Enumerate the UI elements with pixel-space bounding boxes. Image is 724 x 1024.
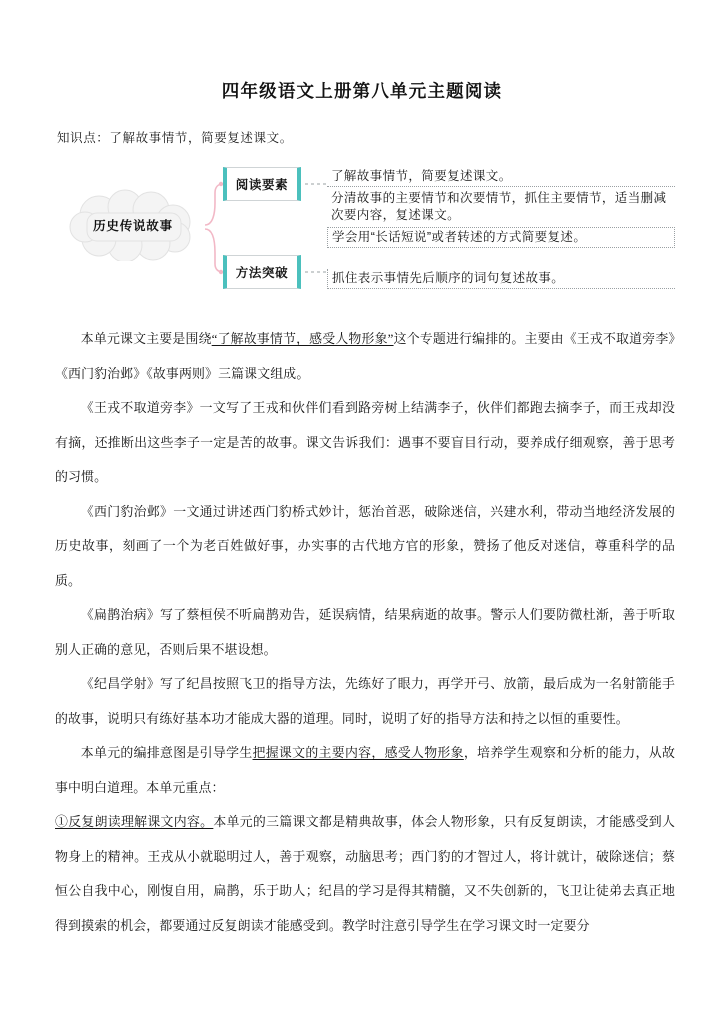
- p-ximenbao: [55, 495, 675, 599]
- mindmap-leaf-1: 了解故事情节，简要复述课文。: [327, 167, 675, 187]
- p-wangrong: [55, 391, 675, 495]
- mindmap-leaf-2: 分清故事的主要情节和次要情节，抓住主要情节，适当删减次要内容，复述课文。: [331, 191, 667, 222]
- p-bianque: [55, 598, 675, 667]
- mindmap-root-node: [63, 189, 203, 261]
- mindmap-diagram: [55, 163, 675, 303]
- mindmap-leaf-3: 学会用“长话短说”或者转述的方式简要复述。: [327, 227, 675, 248]
- page-title: 四年级语文上册第八单元主题阅读: [221, 81, 503, 101]
- paragraph-text: 本单元课文主要是围绕: [80, 332, 212, 346]
- paragraph-text: 《西门豹治邺》一文通过讲述西门豹桥式妙计，惩治首恶，破除迷信，兴建水利，带动当地经济发展的历史故事，刻画了一个为老百姓做好事，办实事的古代地方官的形象，赞扬了他反对迷信，尊重科学的品质。: [55, 504, 675, 588]
- p-intent: [55, 736, 675, 805]
- mindmap-branch-reading-elements[interactable]: [223, 167, 301, 201]
- mindmap-root-label: 历史传说故事: [93, 219, 173, 233]
- paragraph-text: ，培养学生观察和分析的能力，从故事中明白道理。本单元重点：: [55, 746, 675, 795]
- paragraph-text: 本单元的三篇课文都是精典故事，体会人物形象，只有反复朗读，才能感受到人物身上的精神。王戎从小就聪明过人，善于观察，动脑思考；西门豹的才智过人，将计就计，破除迷信；蔡恒公自我中心，刚愎自用，扁鹊，乐于助人；纪昌的学习是得其精髓，又不失创新的，飞卫让徒弟去真正地得到摸索的机会，都要通过反复朗读才能感受到。教学时注意引导学生在学习课文时一定要分: [55, 815, 675, 933]
- paragraph-text: 本单元的编排意图是引导学生: [80, 746, 253, 760]
- paragraph-text: 《王戎不取道旁李》一文写了王戎和伙伴们看到路旁树上结满李子，伙伴们都跑去摘李子，而王戎却没有摘，还推断出这些李子一定是苦的故事。课文告诉我们：遇事不要盲目行动，要养成仔细观察，善于思考的习惯。: [55, 401, 675, 484]
- paragraph-text: 这个专题进行编排的。主要由《王戎不取道旁李》《西门豹治邺》《故事两则》三篇课文组成。: [55, 332, 675, 381]
- p-jichang: [55, 667, 675, 736]
- p-unit-overview: [55, 322, 675, 391]
- knowledge-point-line: 知识点：了解故事情节，简要复述课文。: [57, 131, 293, 145]
- mindmap-leaf-4: 抓住表示事情先后顺序的词句复述故事。: [327, 269, 675, 289]
- mindmap-branch-label: 阅读要素: [235, 178, 289, 192]
- mindmap-branch-method-breakthrough[interactable]: [223, 255, 301, 289]
- paragraph-text: 《纪昌学射》写了纪昌按照飞卫的指导方法，先练好了眼力，再学开弓、放箭，最后成为一名射箭能手的故事，说明只有练好基本功才能成大器的道理。同时，说明了好的指导方法和持之以恒的重要性。: [55, 677, 675, 726]
- underlined-text: 把握课文的主要内容，感受人物形象: [252, 746, 464, 760]
- paragraph-text: 《扁鹊治病》写了蔡桓侯不听扁鹊劝告，延误病情，结果病逝的故事。警示人们要防微杜渐，善于听取别人正确的意见，否则后果不堪设想。: [55, 608, 675, 657]
- mindmap-branch-label: 方法突破: [235, 266, 289, 280]
- underlined-text: “了解故事情节，感受人物形象”: [211, 332, 394, 346]
- p-point-1: [55, 805, 675, 943]
- body-text-block: [55, 322, 675, 943]
- underlined-text: ①反复朗读理解课文内容。: [55, 815, 214, 829]
